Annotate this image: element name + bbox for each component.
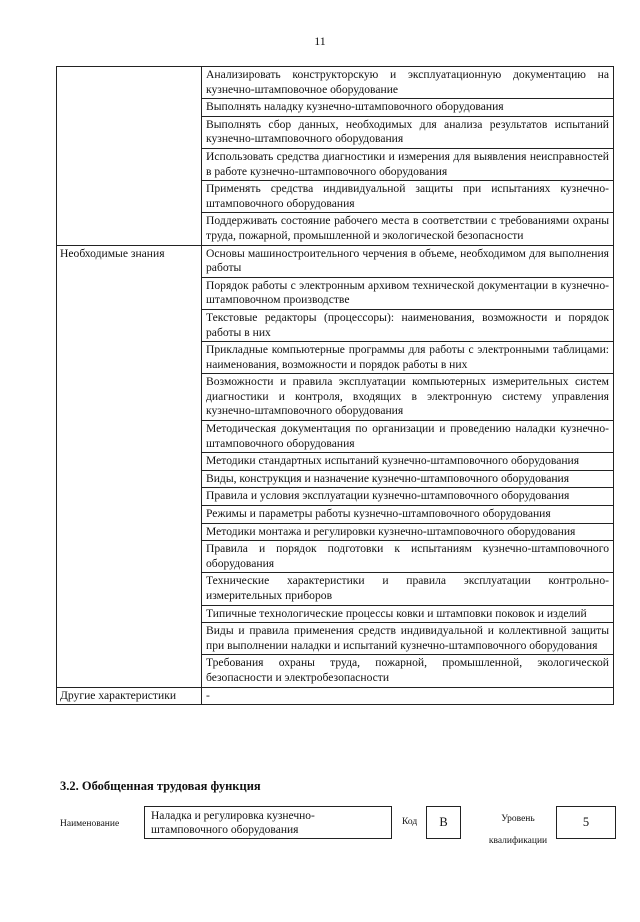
table-row — [57, 67, 614, 99]
row-item-text: Виды, конструкция и назначение кузнечно-штамповочного оборудования — [202, 470, 614, 488]
row-item-text: Правила и порядок подготовки к испытаниям кузнечно-штамповочного оборудования — [202, 541, 614, 573]
row-item-text: Выполнять наладку кузнечно-штамповочного оборудования — [202, 99, 614, 117]
row-item-text: - — [202, 687, 614, 705]
row-item-text: Методики стандартных испытаний кузнечно-штамповочного оборудования — [202, 453, 614, 471]
competency-table — [56, 66, 614, 705]
row-item-text: Текстовые редакторы (процессоры): наименования, возможности и порядок работы в них — [202, 309, 614, 341]
row-item-text: Правила и условия эксплуатации кузнечно-штамповочного оборудования — [202, 488, 614, 506]
row-item-text: Выполнять сбор данных, необходимых для анализа результатов испытаний кузнечно-штамповочного оборудования — [202, 116, 614, 148]
generalized-function-header — [60, 806, 620, 846]
row-item-text: Технические характеристики и правила эксплуатации контрольно-измерительных приборов — [202, 573, 614, 605]
name-value-box — [144, 806, 392, 839]
row-item-text: Анализировать конструкторскую и эксплуатационную документацию на кузнечно-штамповочное оборудование — [202, 67, 614, 99]
level-label-line-2: квалификации — [488, 836, 548, 846]
level-label-line-1: Уровень — [501, 814, 535, 824]
level-value: 5 — [582, 815, 590, 829]
row-category-label: Необходимые знания — [57, 245, 202, 687]
row-category-label: Другие характеристики — [57, 687, 202, 705]
code-value: В — [439, 815, 448, 829]
page-number: 11 — [314, 34, 326, 48]
table-row — [57, 687, 614, 705]
row-item-text: Требования охраны труда, пожарной, промышленной, экологической безопасности и электробезопасности — [202, 655, 614, 687]
level-value-box — [556, 806, 616, 839]
row-item-text: Возможности и правила эксплуатации компьютерных измерительных систем диагностики и контроля, входящих в электронную систему управления кузнечно-штамповочного оборудования — [202, 374, 614, 421]
row-item-text: Методическая документация по организации и проведению наладки кузнечно-штамповочного оборудования — [202, 421, 614, 453]
table-row — [57, 245, 614, 277]
name-value: Наладка и регулировка кузнечно-штамповочного оборудования — [151, 810, 315, 836]
row-item-text: Порядок работы с электронным архивом технической документации в кузнечно-штамповочном производстве — [202, 277, 614, 309]
row-item-text: Прикладные компьютерные программы для работы с электронными таблицами: наименования, возможности и порядок работы в них — [202, 342, 614, 374]
row-item-text: Методики монтажа и регулировки кузнечно-штамповочного оборудования — [202, 523, 614, 541]
row-item-text: Виды и правила применения средств индивидуальной и коллективной защиты при выполнении наладки и испытаний кузнечно-штамповочного оборудования — [202, 623, 614, 655]
row-item-text: Применять средства индивидуальной защиты при испытаниях кузнечно-штамповочного оборудования — [202, 181, 614, 213]
row-item-text: Типичные технологические процессы ковки и штамповки поковок и изделий — [202, 605, 614, 623]
code-label: Код — [402, 817, 418, 827]
name-label: Наименование — [60, 819, 120, 829]
row-item-text: Основы машиностроительного черчения в объеме, необходимом для выполнения работы — [202, 245, 614, 277]
row-category-label — [57, 67, 202, 246]
section-title: 3.2. Обобщенная трудовая функция — [60, 779, 261, 793]
level-label — [472, 808, 564, 852]
row-item-text: Поддерживать состояние рабочего места в соответствии с требованиями охраны труда, пожарной, промышленной и экологической безопасности — [202, 213, 614, 245]
row-item-text: Режимы и параметры работы кузнечно-штамповочного оборудования — [202, 506, 614, 524]
code-value-box — [426, 806, 461, 839]
row-item-text: Использовать средства диагностики и измерения для выявления неисправностей в работе кузнечно-штамповочного оборудования — [202, 148, 614, 180]
